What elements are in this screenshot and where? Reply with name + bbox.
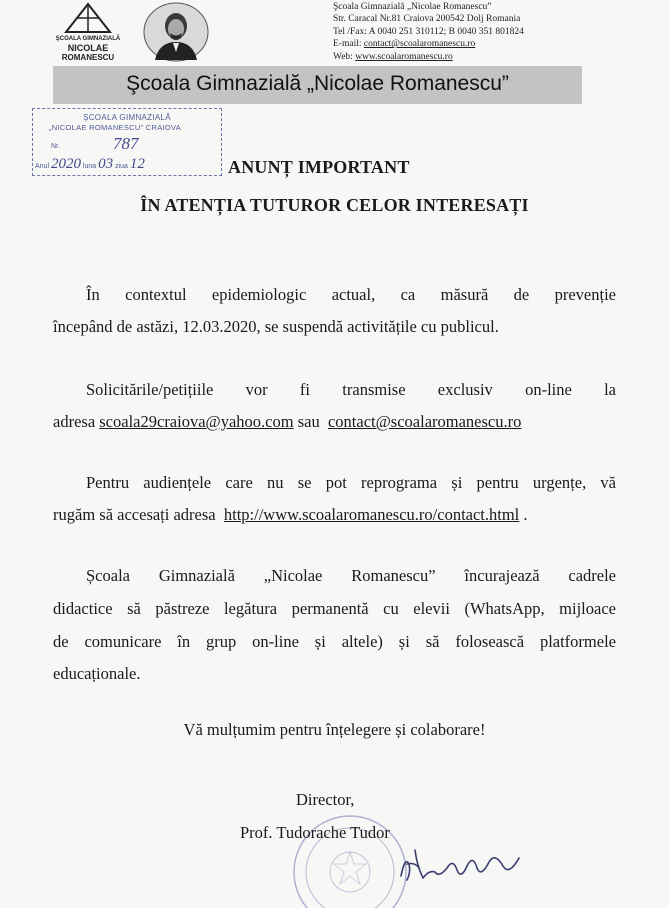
email-link-contact[interactable]: contact@scoalaromanescu.ro [327,412,522,431]
stamp-day-label: ziua [115,163,128,170]
p2-line2 [53,412,521,432]
stamp-nr-label: Nr. [51,143,60,150]
logo-triangle-icon [62,2,114,34]
contact-phone: Tel /Fax: A 0040 251 310112; B 0040 351 801824 [333,26,524,37]
p2-line1: Solicitările/petițiile vor fi transmise exclusiv on-line la [86,380,616,399]
address-label: adresa [53,412,100,431]
school-logo [48,2,128,64]
p4-line1: Școala Gimnazială „Nicolae Romanescu” încurajează cadrele [86,566,616,585]
p3-line2 [53,505,528,525]
contact-email-link[interactable]: contact@scoalaromanescu.ro [363,39,476,50]
p1-line2: începând de astăzi, 12.03.2020, se suspendă activitățile cu publicul. [53,317,499,336]
p3-prefix: rugăm să accesați adresa [53,505,220,524]
email-separator: sau [293,412,324,431]
announcement-title: ANUNȚ IMPORTANT [228,157,410,177]
contact-block [333,1,663,63]
logo-text-line3: ROMANESCU [61,53,115,62]
stamp-line2: „NICOLAE ROMANESCU” CRAIOVA [48,123,182,132]
contact-email-row [333,38,663,50]
registration-stamp [32,108,222,176]
p4-line4: educaționale. [53,664,141,683]
signature-title: Director, [296,790,355,809]
stamp-day: 12 [129,156,145,172]
stamp-nr-value: 787 [113,134,139,153]
web-label: Web: [333,51,356,62]
contact-school: Şcoala Gimnazială „Nicolae Romanescu” [333,2,492,12]
contact-address: Str. Caracal Nr.81 Craiova 200542 Dolj Romania [333,14,521,25]
contact-web-row [333,51,663,63]
stamp-month: 03 [98,156,114,172]
p3-line1: Pentru audiențele care nu se pot reprograma și pentru urgențe, vă [86,473,616,492]
thanks-line: Vă mulțumim pentru înțelegere și colaborare! [183,720,486,739]
logo-text-line1: ŞCOALA GIMNAZIALĂ [55,36,121,42]
email-link-yahoo[interactable]: scoala29craiova@yahoo.com [99,412,294,431]
announcement-subtitle: ÎN ATENȚIA TUTUROR CELOR INTERESAȚI [140,195,529,215]
contact-web-link[interactable]: www.scoalaromanescu.ro [355,51,453,62]
stamp-line1: ŞCOALA GIMNAZIALĂ [83,113,171,122]
p1-line1: În contextul epidemiologic actual, ca măsură de prevenție [86,285,616,304]
logo-text-line2: NICOLAE [67,43,109,53]
contact-page-link[interactable]: http://www.scoalaromanescu.ro/contact.html [223,505,520,524]
portrait-image [143,2,209,62]
p3-suffix: . [519,505,528,524]
p4-line2: didactice să păstreze legătura permanentă cu elevii (WhatsApp, mijloace [53,599,616,618]
stamp-year: 2020 [50,156,81,172]
school-name-heading: Şcoala Gimnazială „Nicolae Romanescu” [126,72,509,95]
email-label: E-mail: [333,39,364,50]
p4-line3: de comunicare în grup on-line și altele) și să folosească platformele [53,632,616,651]
handwritten-signature-icon [395,842,530,887]
stamp-date-row [35,156,145,173]
stamp-year-label: Anul [35,163,50,170]
stamp-month-label: luna [82,163,97,170]
signature-name: Prof. Tudorache Tudor [240,823,390,842]
